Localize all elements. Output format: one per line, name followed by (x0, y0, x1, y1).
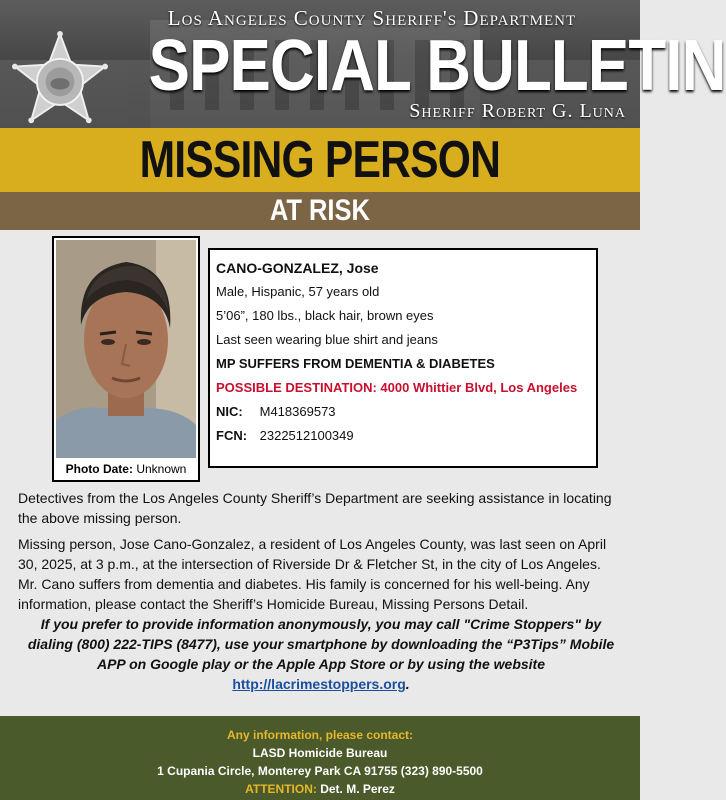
person-description: 5’06”, 180 lbs., black hair, brown eyes (216, 308, 434, 323)
bulletin-title: SPECIAL BULLETIN (148, 26, 726, 106)
fcn-value: 2322512100349 (259, 428, 354, 443)
missing-person-heading: MISSING PERSON (139, 131, 501, 189)
photo-date-label: Photo Date: (65, 462, 133, 476)
at-risk-banner (0, 192, 640, 230)
link-period: . (405, 676, 410, 692)
intro-paragraph: Detectives from the Los Angeles County Sheriff’s Department are seeking assistance in locating the above missing person. (18, 490, 612, 526)
person-demographics: Male, Hispanic, 57 years old (216, 284, 380, 299)
photo-frame (52, 236, 200, 482)
crime-stoppers-notice (18, 614, 624, 694)
fcn-label: FCN: (216, 428, 248, 443)
at-risk-heading: AT RISK (269, 194, 371, 227)
sheriff-star-badge-icon (12, 32, 108, 128)
crime-stoppers-link[interactable]: http://lacrimestoppers.org (232, 676, 406, 692)
photo-date-value: Unknown (136, 462, 187, 476)
missing-person-banner (0, 128, 640, 192)
bulletin-header (0, 0, 726, 128)
person-details-box (208, 248, 598, 468)
contact-footer (0, 716, 640, 800)
nic-row (216, 400, 596, 424)
medical-condition: MP SUFFERS FROM DEMENTIA & DIABETES (216, 356, 495, 371)
nic-label: NIC: (216, 404, 243, 419)
sheriff-name: Sheriff Robert G. Luna (409, 100, 626, 122)
details-paragraph: Missing person, Jose Cano-Gonzalez, a resident of Los Angeles County, was last seen on April 30, 2025, at 3 p.m., at the intersection of Riverside Dr & Fletcher St, in the city of Los Angeles. Mr. Cano suffers from dementia and diabetes. His family is concerned for his well-being. Any information, please contact the Sheriff’s Homicide Bureau, Missing Persons Detail. (18, 536, 607, 612)
contact-address: 1 Cupania Circle, Monterey Park CA 91755 (323) 890-5500 (157, 764, 483, 778)
person-name: CANO-GONZALEZ, Jose (216, 260, 379, 276)
person-clothing: Last seen wearing blue shirt and jeans (216, 332, 438, 347)
contact-attention (0, 780, 640, 798)
portrait-illustration (56, 240, 196, 458)
possible-destination: POSSIBLE DESTINATION: 4000 Whittier Blvd, Los Angeles (216, 380, 578, 395)
crime-stoppers-text: If you prefer to provide information anonymously, you may call "Crime Stoppers" by dialing (800) 222-TIPS (8477), use your smartphone by downloading the “P3Tips” Mobile APP on Google play or the Apple App Store or by using the website (27, 616, 615, 672)
attention-label: ATTENTION: (245, 782, 317, 796)
department-name: Los Angeles County Sheriff's Department (167, 6, 577, 30)
contact-lead: Any information, please contact: (226, 728, 414, 742)
missing-person-photo (56, 240, 196, 458)
fcn-row (216, 424, 596, 448)
attention-value: Det. M. Perez (320, 782, 395, 796)
photo-date-caption (54, 458, 198, 480)
contact-bureau: LASD Homicide Bureau (252, 746, 388, 760)
nic-value: M418369573 (259, 404, 336, 419)
